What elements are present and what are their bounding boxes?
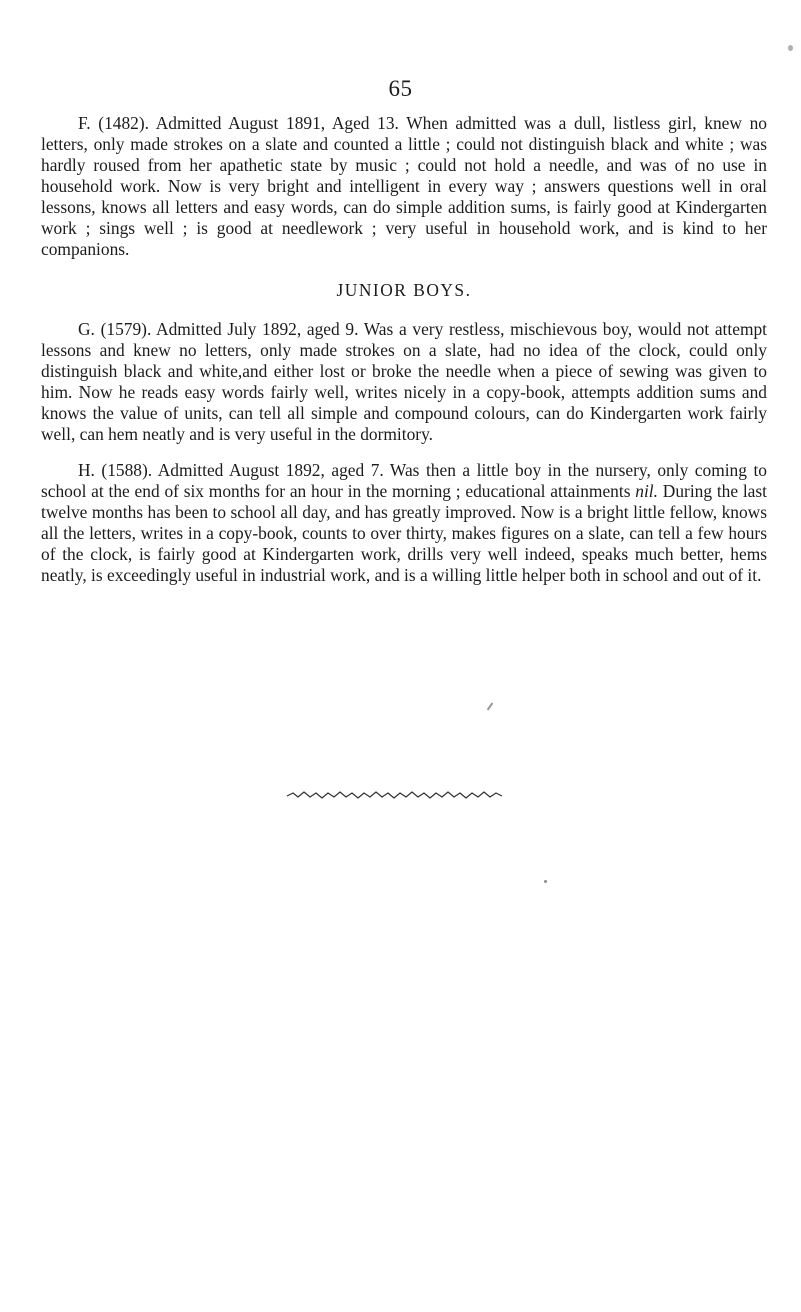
- paragraph-h-text-start: H. (1588). Admitted August 1892, aged 7. Was then a little boy in the nursery, only coming to school at the end of six months for an hour in the morning ; educational attainments: [41, 460, 767, 501]
- page-body: [41, 113, 767, 586]
- section-heading-junior-boys: JUNIOR BOYS.: [336, 280, 472, 300]
- paragraph-h-text-end: During the last twelve months has been to school all day, and has greatly improved. Now is a bright little fellow, knows all the letters, writes in a copy-book, counts to over thirty, makes figures on a slate, can tell a few hours of the clock, is fairly good at Kindergarten work, drills very well indeed, speaks much better, hems neatly, is exceedingly useful in industrial work, and is a willing little helper both in school and out of it.: [41, 481, 767, 585]
- page-number: 65: [388, 76, 413, 101]
- paragraph-g: G. (1579). Admitted July 1892, aged 9. Was a very restless, mischievous boy, would not attempt lessons and knew no letters, only made strokes on a slate, had no idea of the clock, could only distinguish black and white,and either lost or broke the needle when a piece of sewing was given to him. Now he reads easy words fairly well, writes nicely in a copy-book, attempts addition sums and knows the value of units, can tell all simple and compound colours, can do Kindergarten work fairly well, can hem neatly and is very useful in the dormitory.: [41, 319, 767, 444]
- paragraph-h-italic-nil: nil.: [635, 481, 658, 501]
- paper-speck: [487, 702, 494, 711]
- paragraph-f: F. (1482). Admitted August 1891, Aged 13. When admitted was a dull, listless girl, knew no letters, only made strokes on a slate and counted a little ; could not distinguish black and white ; was hardly roused from her apathetic state by music ; could not hold a needle, and was of no use in household work. Now is very bright and intelligent in every way ; answers questions well in oral lessons, knows all letters and easy words, can do simple addition sums, is fairly good at Kindergarten work ; sings well ; is good at needlework ; very useful in household work, and is kind to her companions.: [41, 113, 767, 259]
- paper-speck: [788, 45, 793, 51]
- wavy-rule-ornament: [285, 788, 507, 802]
- paragraph-h: [41, 460, 767, 586]
- paper-speck: [544, 880, 547, 883]
